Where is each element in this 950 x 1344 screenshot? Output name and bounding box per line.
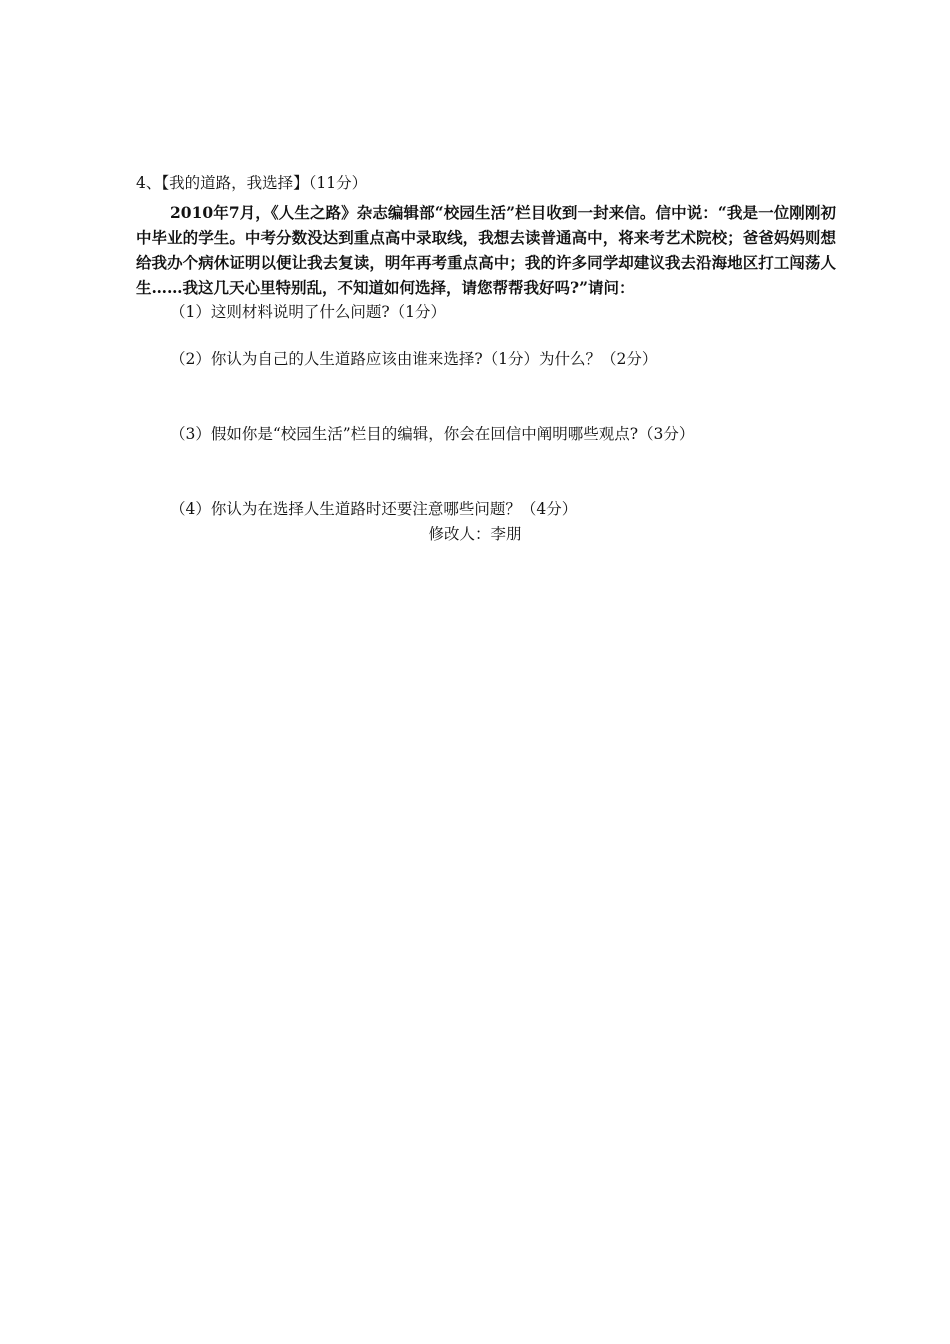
question-heading: 4、【我的道路，我选择】（11分） [136,174,368,192]
sub-question-4: （4）你认为在选择人生道路时还要注意哪些问题？（4分） [170,500,578,518]
sub-question-1: （1）这则材料说明了什么问题?（1分） [170,303,447,321]
sub-question-3: （3）假如你是“校园生活”栏目的编辑，你会在回信中阐明哪些观点?（3分） [170,425,695,443]
sub-question-2: （2）你认为自己的人生道路应该由谁来选择?（1分）为什么？（2分） [170,350,658,368]
editor-credit: 修改人：李朋 [428,525,522,543]
question-material: 2010年7月，《人生之路》杂志编辑部“校园生活”栏目收到一封来信。信中说：“我是一位刚刚初中毕业的学生。中考分数没达到重点高中录取线，我想去读普通高中，将来考艺术院校；爸爸妈妈则想给我办个病休证明以便让我去复读，明年再考重点高中；我的许多同学却建议我去沿海地区打工闯荡人生……我这几天心里特别乱，不知道如何选择，请您帮帮我好吗?”请问： [136,203,836,297]
